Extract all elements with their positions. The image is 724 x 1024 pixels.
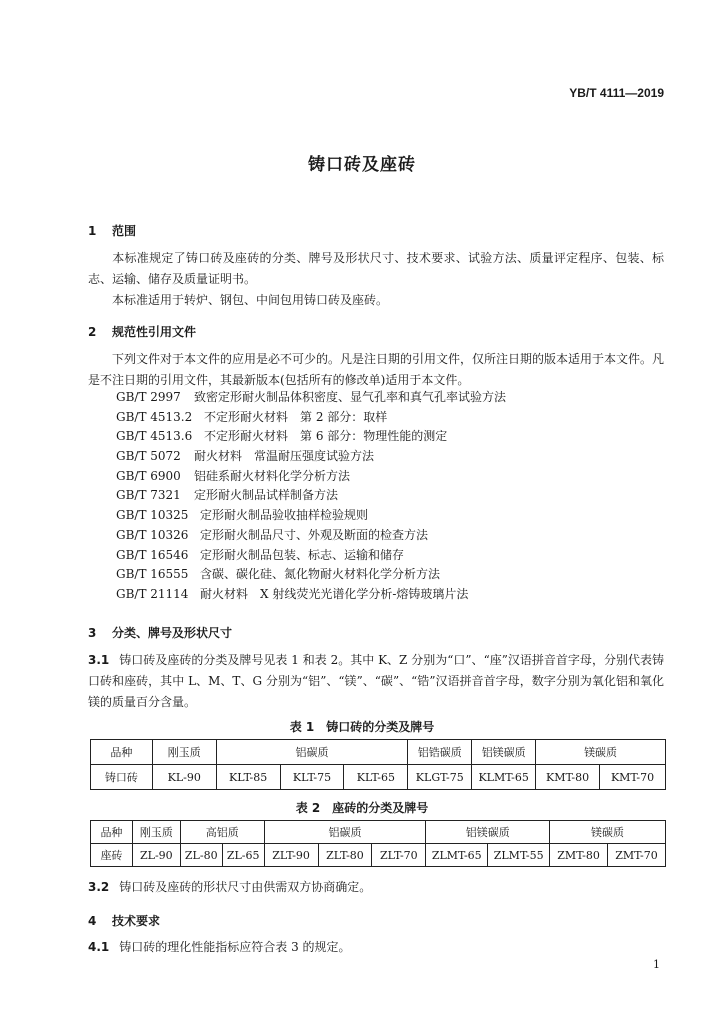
table-cell: ZMT-80 <box>550 844 608 867</box>
section-1-paragraph-2 <box>88 290 664 311</box>
reference-title: 定形耐火制品试样制备方法 <box>194 488 339 503</box>
reference-code: GB/T 7321 <box>116 488 181 503</box>
table-cell: ZMT-70 <box>608 844 666 867</box>
section-title: 规范性引用文件 <box>112 325 197 339</box>
reference-code: GB/T 6900 <box>116 468 181 483</box>
header-cell: 铝镁碳质 <box>426 821 550 844</box>
table-cell: ZLMT-55 <box>488 844 550 867</box>
header-cell: 刚玉质 <box>132 821 180 844</box>
reference-item <box>116 565 506 585</box>
clause-4-1 <box>88 937 664 958</box>
reference-code: GB/T 16546 <box>116 547 189 562</box>
clause-number: 4.1 <box>88 940 110 954</box>
table-2 <box>90 820 666 867</box>
table-row <box>91 765 666 790</box>
document-title: 铸口砖及座砖 <box>308 155 416 175</box>
table-cell: ZL-65 <box>222 844 264 867</box>
reference-item <box>116 447 506 467</box>
reference-title: 不定形耐火材料 第 2 部分：取样 <box>204 409 388 424</box>
reference-item <box>116 467 506 487</box>
reference-title: 定形耐火制品尺寸、外观及断面的检查方法 <box>200 527 429 542</box>
reference-title: 耐火材料 X 射线荧光光谱化学分析-熔铸玻璃片法 <box>200 586 469 601</box>
reference-code: GB/T 16555 <box>116 567 189 582</box>
table-cell: KLT-85 <box>216 765 280 790</box>
table-cell: ZLT-80 <box>318 844 372 867</box>
page-number: 1 <box>653 958 660 971</box>
section-title: 技术要求 <box>112 914 161 928</box>
reference-title: 铝硅系耐火材料化学分析方法 <box>194 468 351 483</box>
clause-number: 3.2 <box>88 880 110 894</box>
table-cell: ZLMT-65 <box>426 844 488 867</box>
header-cell: 铝镁碳质 <box>472 740 536 765</box>
table-cell: KLMT-65 <box>472 765 536 790</box>
table-cell: ZLT-90 <box>264 844 318 867</box>
document-code: YB/T 4111—2019 <box>569 86 664 100</box>
section-title: 范围 <box>112 224 137 238</box>
section-number: 4 <box>88 914 97 928</box>
reference-title: 含碳、碳化硅、氮化物耐火材料化学分析方法 <box>200 567 441 582</box>
reference-title: 定形耐火制品验收抽样检验规则 <box>200 508 369 523</box>
clause-3-2 <box>88 877 664 898</box>
table-header-row <box>91 740 666 765</box>
reference-list <box>116 388 506 605</box>
table-cell: KLGT-75 <box>408 765 472 790</box>
reference-item <box>116 486 506 506</box>
table-1-caption: 表 1 铸口砖的分类及牌号 <box>289 720 435 734</box>
section-number: 3 <box>88 626 97 640</box>
table-cell: KMT-70 <box>600 765 666 790</box>
table-cell: KMT-80 <box>536 765 600 790</box>
clause-3-1 <box>88 650 664 713</box>
reference-item <box>116 506 506 526</box>
reference-code: GB/T 4513.2 <box>116 409 193 424</box>
reference-title: 耐火材料 常温耐压强度试验方法 <box>194 449 375 464</box>
header-cell: 品种 <box>91 821 133 844</box>
reference-title: 致密定形耐火制品体积密度、显气孔率和真气孔率试验方法 <box>194 390 507 404</box>
header-cell: 镁碳质 <box>550 821 666 844</box>
reference-code: GB/T 2997 <box>116 390 181 404</box>
row-label-cell: 铸口砖 <box>91 765 153 790</box>
row-label-cell: 座砖 <box>91 844 133 867</box>
reference-code: GB/T 4513.6 <box>116 429 193 444</box>
table-cell: ZL-90 <box>132 844 180 867</box>
table-cell: KLT-75 <box>280 765 344 790</box>
header-cell: 铝碳质 <box>264 821 426 844</box>
section-2-heading <box>88 323 196 340</box>
header-cell: 镁碳质 <box>536 740 666 765</box>
section-1-heading <box>88 222 136 239</box>
header-cell: 铝锆碳质 <box>408 740 472 765</box>
section-1-paragraph-1 <box>88 248 664 290</box>
header-cell: 刚玉质 <box>152 740 216 765</box>
table-2-caption: 表 2 座砖的分类及牌号 <box>295 801 429 815</box>
section-3-heading <box>88 624 232 641</box>
reference-title: 定形耐火制品包装、标志、运输和储存 <box>200 547 405 562</box>
paragraph-text: 本标准规定了铸口砖及座砖的分类、牌号及形状尺寸、技术要求、试验方法、质量评定程序、包装、标志、运输、储存及质量证明书。 <box>88 251 664 286</box>
header-cell: 铝碳质 <box>216 740 408 765</box>
reference-code: GB/T 10325 <box>116 508 189 523</box>
header-cell: 品种 <box>91 740 153 765</box>
reference-code: GB/T 10326 <box>116 527 189 542</box>
clause-text: 铸口砖的理化性能指标应符合表 3 的规定。 <box>119 940 351 954</box>
header-cell: 高铝质 <box>180 821 264 844</box>
reference-item <box>116 388 506 408</box>
paragraph-text: 下列文件对于本文件的应用是必不可少的。凡是注日期的引用文件，仅所注日期的版本适用于本文件。凡是不注日期的引用文件，其最新版本(包括所有的修改单)适用于本文件。 <box>88 352 665 387</box>
clause-text: 铸口砖及座砖的形状尺寸由供需双方协商确定。 <box>119 880 372 894</box>
table-header-row <box>91 821 666 844</box>
paragraph-text: 本标准适用于转炉、钢包、中间包用铸口砖及座砖。 <box>112 293 389 307</box>
clause-number: 3.1 <box>88 653 110 667</box>
clause-text: 铸口砖及座砖的分类及牌号见表 1 和表 2。其中 K、Z 分别为“口”、“座”汉语拼音首字母，分别代表铸口砖和座砖，其中 L、M、T、G 分别为“铝”、“镁”、“碳”、“锆”汉语拼音首字母，数字分别为氧化铝和氧化镁的质量百分含量。 <box>88 653 664 709</box>
table-cell: KL-90 <box>152 765 216 790</box>
reference-item <box>116 526 506 546</box>
reference-code: GB/T 21114 <box>116 586 189 601</box>
reference-item <box>116 585 506 605</box>
section-number: 2 <box>88 325 97 339</box>
reference-code: GB/T 5072 <box>116 449 181 464</box>
reference-item <box>116 427 506 447</box>
section-title: 分类、牌号及形状尺寸 <box>112 626 233 640</box>
table-cell: ZL-80 <box>180 844 222 867</box>
table-cell: KLT-65 <box>344 765 408 790</box>
section-2-paragraph-1 <box>88 349 664 391</box>
section-4-heading <box>88 912 160 929</box>
reference-item <box>116 546 506 566</box>
reference-title: 不定形耐火材料 第 6 部分：物理性能的测定 <box>204 429 448 444</box>
table-1 <box>90 739 666 790</box>
table-cell: ZLT-70 <box>372 844 426 867</box>
reference-item <box>116 408 506 428</box>
table-row <box>91 844 666 867</box>
section-number: 1 <box>88 224 97 238</box>
